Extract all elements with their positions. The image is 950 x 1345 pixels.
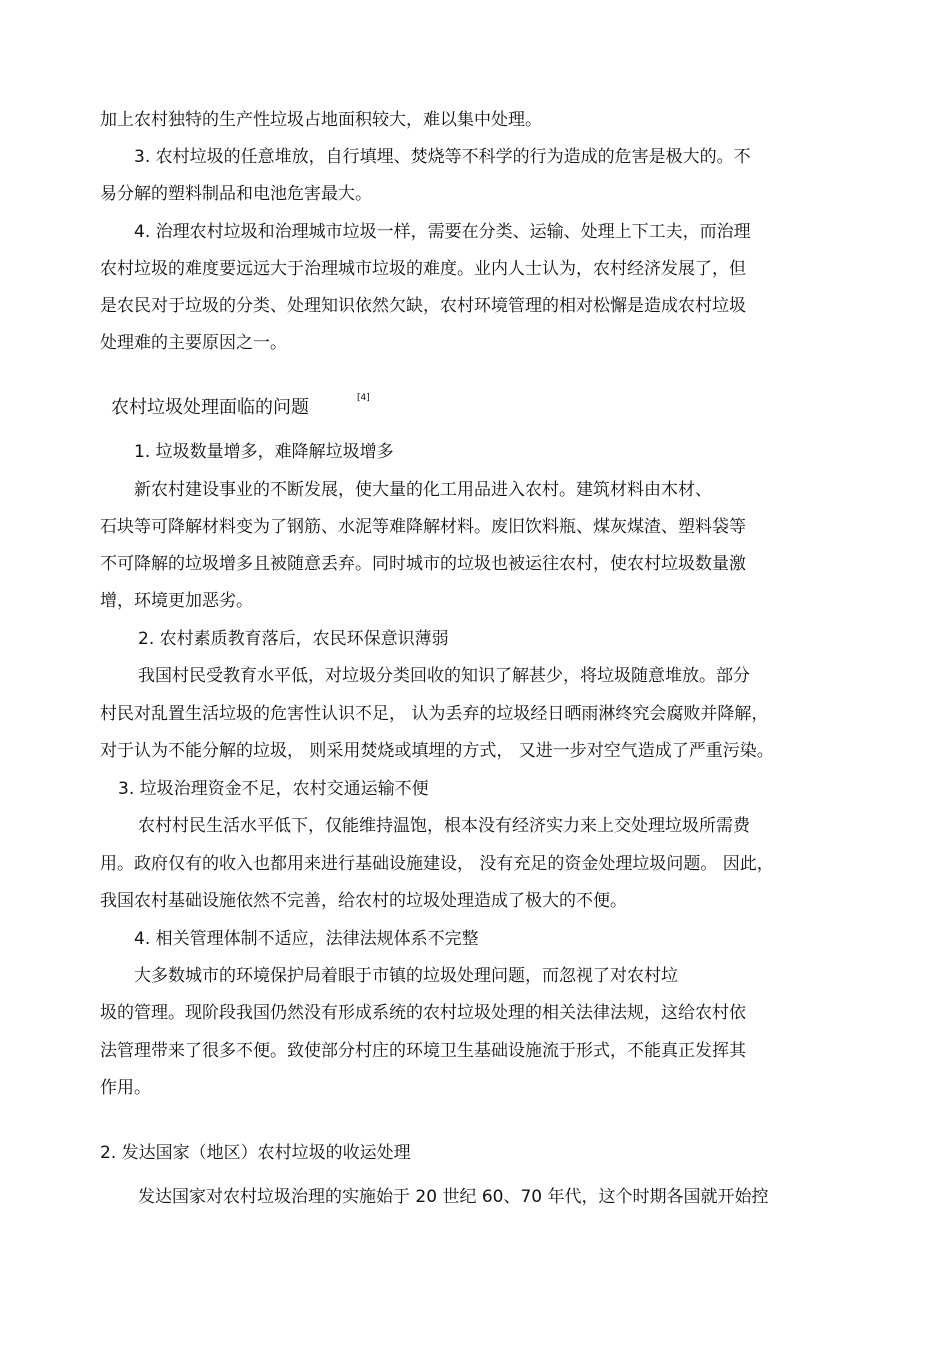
text-line: 发达国家对农村垃圾治理的实施始于 20 世纪 60、70 年代，这个时期各国就开始控 — [138, 1187, 769, 1207]
text-line: 对于认为不能分解的垃圾， 则采用焚烧或填埋的方式， 又进一步对空气造成了严重污染。 — [100, 741, 774, 761]
text-line: 处理难的主要原因之一。 — [100, 333, 287, 353]
section-heading: 2. 发达国家（地区）农村垃圾的收运处理 — [100, 1143, 411, 1163]
text-line: 加上农村独特的生产性垃圾占地面积较大，难以集中处理。 — [100, 110, 542, 130]
text-line: 是农民对于垃圾的分类、处理知识依然欠缺，农村环境管理的相对松懈是造成农村垃圾 — [100, 296, 746, 316]
citation-superscript: [4] — [357, 393, 370, 403]
text-line: 法管理带来了很多不便。致使部分村庄的环境卫生基础设施流于形式，不能真正发挥其 — [100, 1041, 746, 1061]
text-line: 我国村民受教育水平低，对垃圾分类回收的知识了解甚少，将垃圾随意堆放。部分 — [138, 666, 750, 686]
subheading: 1. 垃圾数量增多，难降解垃圾增多 — [134, 442, 394, 462]
section-heading: 农村垃圾处理面临的问题 — [111, 397, 309, 418]
text-line: 易分解的塑料制品和电池危害最大。 — [100, 184, 372, 204]
text-line: 我国农村基础设施依然不完善，给农村的垃圾处理造成了极大的不便。 — [100, 891, 627, 911]
text-line: 增，环境更加恶劣。 — [100, 591, 253, 611]
subheading: 2. 农村素质教育落后，农民环保意识薄弱 — [138, 629, 449, 649]
subheading: 4. 相关管理体制不适应，法律法规体系不完整 — [134, 929, 479, 949]
text-line: 石块等可降解材料变为了钢筋、水泥等难降解材料。废旧饮料瓶、煤灰煤渣、塑料袋等 — [100, 517, 746, 537]
text-line: 不可降解的垃圾增多且被随意丢弃。同时城市的垃圾也被运往农村，使农村垃圾数量激 — [100, 554, 746, 574]
subheading: 3. 垃圾治理资金不足，农村交通运输不便 — [118, 779, 429, 799]
text-line: 新农村建设事业的不断发展，使大量的化工用品进入农村。建筑材料由木材、 — [134, 480, 712, 500]
list-item: 4. 治理农村垃圾和治理城市垃圾一样，需要在分类、运输、处理上下工夫，而治理 — [134, 222, 751, 242]
text-line: 村民对乱置生活垃圾的危害性认识不足， 认为丢弃的垃圾经日晒雨淋终究会腐败并降解， — [100, 704, 769, 724]
text-line: 农村村民生活水平低下，仅能维持温饱，根本没有经济实力来上交处理垃圾所需费 — [138, 816, 750, 836]
text-line: 用。政府仅有的收入也都用来进行基础设施建设， 没有充足的资金处理垃圾问题。 因此， — [100, 854, 774, 874]
text-line: 作用。 — [100, 1078, 151, 1098]
text-line: 圾的管理。现阶段我国仍然没有形成系统的农村垃圾处理的相关法律法规，这给农村依 — [100, 1003, 746, 1023]
text-line: 大多数城市的环境保护局着眼于市镇的垃圾处理问题，而忽视了对农村垃 — [134, 966, 678, 986]
text-line: 农村垃圾的难度要远远大于治理城市垃圾的难度。业内人士认为，农村经济发展了，但 — [100, 259, 746, 279]
list-item: 3. 农村垃圾的任意堆放，自行填埋、焚烧等不科学的行为造成的危害是极大的。不 — [134, 147, 751, 167]
